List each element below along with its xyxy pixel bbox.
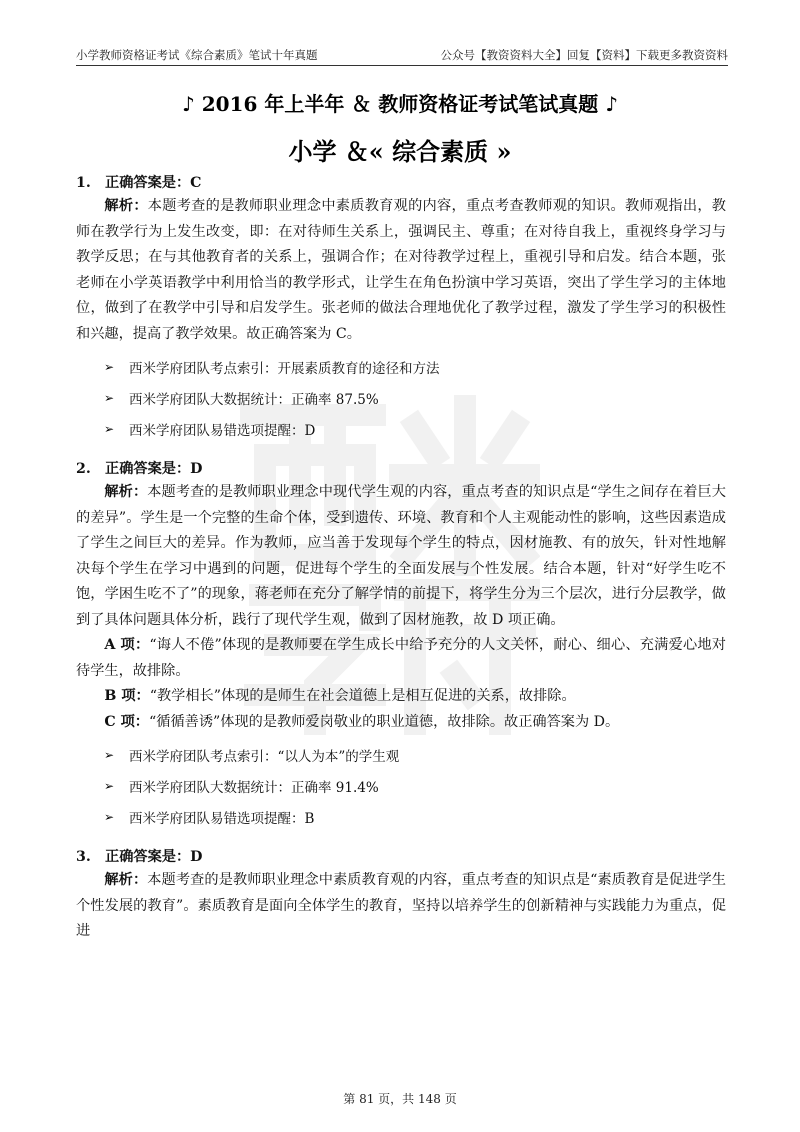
question-number: 3. [76, 849, 91, 865]
page-number-footer: 第 81 页，共 148 页 [343, 1092, 457, 1106]
explanation-paragraph [76, 710, 726, 736]
explanation-paragraph [76, 194, 726, 347]
paragraph-text: 本题考查的是教师职业理念中素质教育观的内容，重点考查教师观的知识。教师观指出，教师在教学行为上发生改变，即：在对待师生关系上，强调民主、尊重；在对待自我上，重视终身学习与教学反思；在与其他教育者的关系上，强调合作；在对待教学过程上，重视引导和启发。结合本题，张老师在小学英语教学中利用恰当的教学形式，让学生在角色扮演中学习英语，突出了学生学习的主体地位，做到了在教学中引导和启发学生。张老师的做法合理地优化了教学过程，激发了学生学习的积极性和兴趣，提高了教学效果。故正确答案为 C。 [76, 198, 726, 342]
running-header [76, 47, 728, 66]
arrow-bullet-icon: ➢ [104, 778, 115, 793]
paragraph-label: A 项： [104, 637, 150, 653]
correct-answer: 正确答案是：D [105, 849, 203, 865]
study-note-item [76, 770, 726, 801]
question-answer-line [76, 846, 726, 866]
subject-title: 小学 ＆« 综合素质 » [288, 137, 512, 166]
arrow-bullet-icon: ➢ [104, 747, 115, 762]
question-number: 1. [76, 175, 91, 191]
paragraph-text: “诲人不倦”体现的是教师要在学生成长中给予充分的人文关怀，耐心、细心、充满爱心地对待学生，故排除。 [76, 637, 726, 679]
study-note-text: 西米学府团队大数据统计：正确率 87.5% [129, 391, 379, 408]
paragraph-label: 解析： [104, 872, 148, 888]
header-right-text: 公众号【教资资料大全】回复【资料】下载更多教资资料 [440, 48, 728, 62]
study-notes-list [76, 351, 726, 444]
arrow-bullet-icon: ➢ [104, 421, 115, 436]
study-note-item [76, 382, 726, 413]
paragraph-label: 解析： [104, 198, 148, 214]
paragraph-text: “循循善诱”体现的是教师爱岗敬业的职业道德，故排除。故正确答案为 D。 [149, 713, 620, 730]
exam-title: ♪ 2016 年上半年 ＆ 教师资格证考试笔试真题 ♪ [181, 92, 618, 116]
study-note-item [76, 739, 726, 770]
study-note-item [76, 801, 726, 832]
arrow-bullet-icon: ➢ [104, 809, 115, 824]
question-block [76, 172, 726, 444]
question-number: 2. [76, 461, 91, 477]
study-note-item [76, 351, 726, 382]
study-note-text: 西米学府团队大数据统计：正确率 91.4% [129, 779, 379, 796]
paragraph-label: 解析： [104, 484, 148, 500]
question-answer-line [76, 458, 726, 478]
explanation-paragraph [76, 480, 726, 633]
paragraph-label: B 项： [104, 688, 150, 704]
paragraph-text: 本题考查的是教师职业理念中现代学生观的内容，重点考查的知识点是“学生之间存在着巨大的差异”。学生是一个完整的生命个体，受到遗传、环境、教育和个人主观能动性的影响，这些因素造成了学生之间巨大的差异。作为教师，应当善于发现每个学生的特点，因材施教、有的放矢，针对性地解决每个学生在学习中遇到的问题，促进每个学生的全面发展与个性发展。结合本题，针对“好学生吃不饱，学困生吃不了”的现象，蒋老师在充分了解学情的前提下，将学生分为三个层次，进行分层教学，做到了具体问题具体分析，践行了现代学生观，做到了因材施教，故 D 项正确。 [76, 484, 726, 628]
explanation-paragraph [76, 868, 726, 945]
paragraph-label: C 项： [104, 713, 149, 730]
correct-answer: 正确答案是：C [105, 175, 202, 191]
explanation-paragraph [76, 633, 726, 684]
correct-answer: 正确答案是：D [105, 461, 203, 477]
study-note-text: 西米学府团队考点索引：“以人为本”的学生观 [129, 748, 400, 765]
study-notes-list [76, 739, 726, 832]
paragraph-text: “教学相长”体现的是师生在社会道德上是相互促进的关系，故排除。 [149, 688, 576, 704]
study-note-text: 西米学府团队考点索引：开展素质教育的途径和方法 [129, 360, 440, 377]
question-block [76, 458, 726, 832]
question-block [76, 846, 726, 945]
arrow-bullet-icon: ➢ [104, 359, 115, 374]
paragraph-text: 本题考查的是教师职业理念中素质教育观的内容，重点考查的知识点是“素质教育是促进学生个性发展的教育”。素质教育是面向全体学生的教育，坚持以培养学生的创新精神与实践能力为重点，促进 [76, 872, 726, 939]
study-note-item [76, 413, 726, 444]
answer-content [76, 158, 726, 945]
header-left-text: 小学教师资格证考试《综合素质》笔试十年真题 [76, 48, 318, 62]
study-note-text: 西米学府团队易错选项提醒：B [129, 810, 315, 827]
question-answer-line [76, 172, 726, 192]
explanation-paragraph [76, 684, 726, 710]
arrow-bullet-icon: ➢ [104, 390, 115, 405]
study-note-text: 西米学府团队易错选项提醒：D [129, 422, 316, 439]
question-list [76, 172, 726, 945]
